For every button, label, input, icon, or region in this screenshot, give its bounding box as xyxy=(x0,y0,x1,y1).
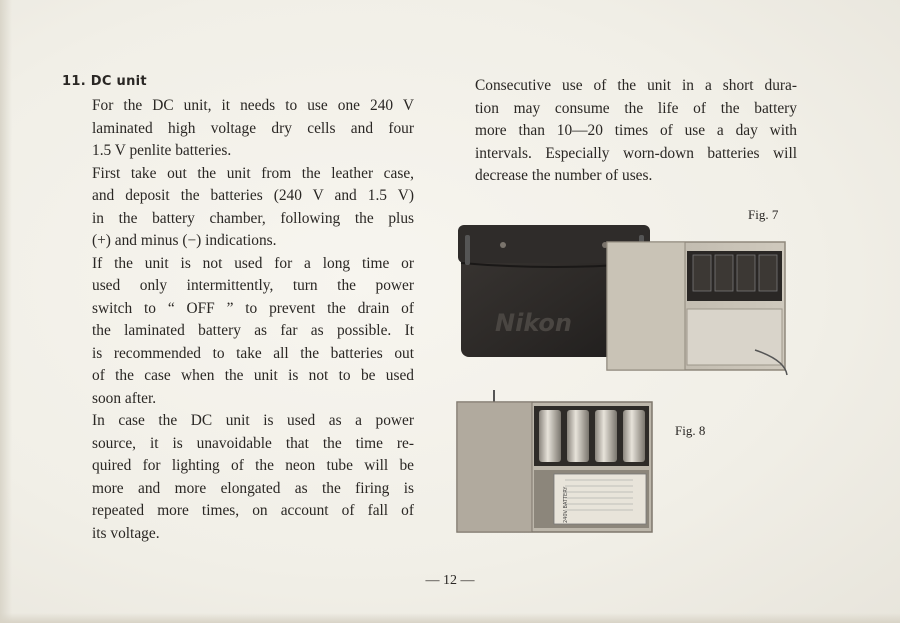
right-text-column xyxy=(475,75,797,188)
page-spine-shadow xyxy=(0,0,12,623)
left-line: If the unit is not used for a long time or xyxy=(92,254,414,272)
case-logo: Nikon xyxy=(495,309,572,337)
left-line: laminated high voltage dry cells and four xyxy=(92,119,414,137)
page-bottom-shadow xyxy=(0,613,900,623)
left-line: used only intermittently, turn the power xyxy=(92,277,414,294)
right-line: more than 10—20 times of use a day with xyxy=(475,122,797,139)
page-number: — 12 — xyxy=(425,573,475,588)
left-line: (+) and minus (−) indications. xyxy=(92,232,277,249)
section-heading: 11. DC unit xyxy=(62,74,147,89)
battery-label: 240V BATTERY xyxy=(563,486,569,523)
dc-unit-open xyxy=(607,242,787,375)
left-line: more and more elongated as the firing is xyxy=(92,479,414,497)
left-line: its voltage. xyxy=(92,524,160,542)
left-line: of the case when the unit is not to be used xyxy=(92,367,414,384)
left-text-column xyxy=(92,95,414,545)
left-line: in the battery chamber, following the plus xyxy=(92,209,414,227)
left-line: soon after. xyxy=(92,389,157,407)
fig8-label: Fig. 8 xyxy=(675,423,706,438)
right-line: intervals. Especially worn-down batteries will xyxy=(475,144,797,162)
left-line: is recommended to take all the batteries out xyxy=(92,344,414,362)
right-line: Consecutive use of the unit in a short dura- xyxy=(475,77,797,94)
left-line: source, it is unavoidable that the time re- xyxy=(92,434,414,452)
left-line: First take out the unit from the leather case, xyxy=(92,164,414,182)
left-line: For the DC unit, it needs to use one 240 V xyxy=(92,97,414,114)
fig7-label: Fig. 7 xyxy=(748,207,779,222)
fig8-photo xyxy=(455,380,655,535)
left-line: 1.5 V penlite batteries. xyxy=(92,142,232,159)
left-line: repeated more times, on account of fall of xyxy=(92,502,414,519)
left-line: switch to “ OFF ” to prevent the drain of xyxy=(92,299,414,317)
left-line: quired for lighting of the neon tube will be xyxy=(92,457,414,474)
dc-unit-batteries xyxy=(457,390,652,532)
left-line: and deposit the batteries (240 V and 1.5 V) xyxy=(92,187,414,204)
right-line: decrease the number of uses. xyxy=(475,167,653,184)
left-line: In case the DC unit is used as a power xyxy=(92,412,414,429)
right-line: tion may consume the life of the battery xyxy=(475,99,797,117)
left-line: the laminated battery as far as possible. It xyxy=(92,322,414,339)
fig7-photo xyxy=(455,215,790,380)
